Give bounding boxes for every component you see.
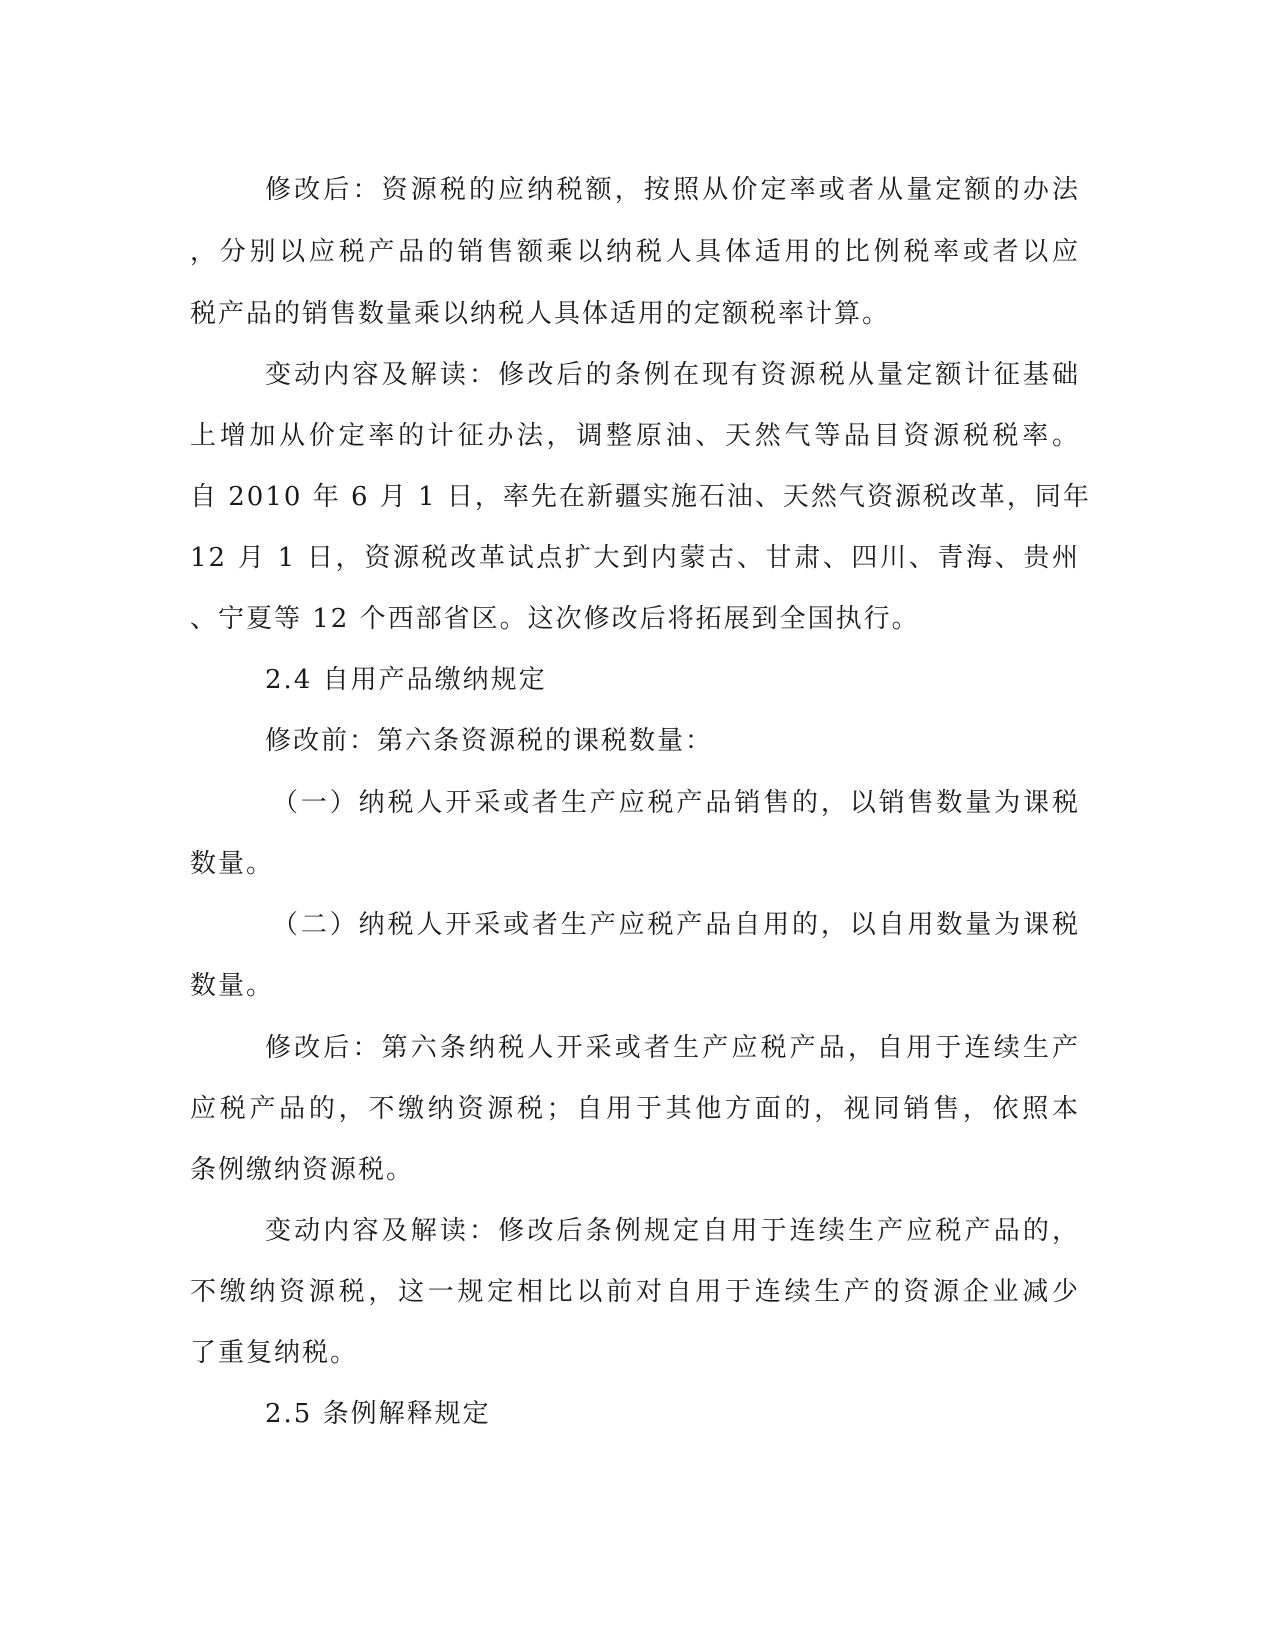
paragraph-line: 了重复纳税。 <box>190 1338 359 1368</box>
paragraph-line: 自 2010 年 6 月 1 日，率先在新疆实施石油、天然气资源税改革，同年 <box>190 482 1091 512</box>
list-item-line: （一）纳税人开采或者生产应税产品销售的，以销售数量为课税 <box>272 788 1080 818</box>
paragraph-line: 修改后：第六条纳税人开采或者生产应税产品，自用于连续生产 <box>265 1033 1080 1063</box>
paragraph-line: 条例缴纳资源税。 <box>190 1155 415 1185</box>
paragraph-line: 修改后：资源税的应纳税额，按照从价定率或者从量定额的办法 <box>265 175 1080 205</box>
list-item-line: （二）纳税人开采或者生产应税产品自用的，以自用数量为课税 <box>272 910 1080 940</box>
paragraph-line: 变动内容及解读：修改后条例规定自用于连续生产应税产品的， <box>265 1216 1080 1246</box>
paragraph-line: 、宁夏等 12 个西部省区。这次修改后将拓展到全国执行。 <box>190 604 920 634</box>
section-heading: 2.5 条例解释规定 <box>265 1399 491 1429</box>
paragraph-line: ，分别以应税产品的销售额乘以纳税人具体适用的比例税率或者以应 <box>190 237 1080 267</box>
paragraph-line: 12 月 1 日，资源税改革试点扩大到内蒙古、甘肃、四川、青海、贵州 <box>190 543 1080 573</box>
paragraph-line: 变动内容及解读：修改后的条例在现有资源税从量定额计征基础 <box>265 360 1080 390</box>
list-item-line: 数量。 <box>190 849 275 879</box>
paragraph-line: 税产品的销售数量乘以纳税人具体适用的定额税率计算。 <box>190 299 891 329</box>
paragraph-line: 上增加从价定率的计征办法，调整原油、天然气等品目资源税税率。 <box>190 421 1080 451</box>
section-heading: 2.4 自用产品缴纳规定 <box>265 665 547 695</box>
list-item-line: 数量。 <box>190 971 275 1001</box>
paragraph-line: 不缴纳资源税，这一规定相比以前对自用于连续生产的资源企业减少 <box>190 1277 1080 1307</box>
paragraph-line: 应税产品的，不缴纳资源税；自用于其他方面的，视同销售，依照本 <box>190 1094 1080 1124</box>
paragraph-line: 修改前：第六条资源税的课税数量： <box>265 726 714 756</box>
